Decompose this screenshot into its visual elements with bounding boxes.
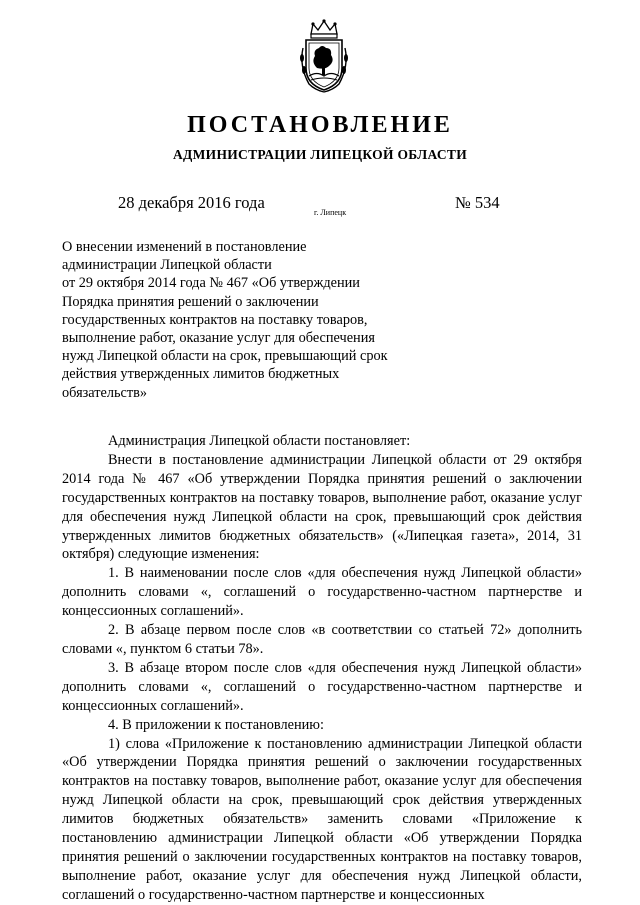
- document-number: № 534: [455, 193, 500, 212]
- subject-line: администрации Липецкой области: [62, 257, 272, 274]
- body-paragraph: 2. В абзаце первом после слов «в соответствии со статьей 72» дополнить словами «, пунктом 6 статьи 78».: [62, 622, 582, 657]
- subject-line: нужд Липецкой области на срок, превышающий срок: [62, 348, 388, 365]
- document-body: [62, 432, 582, 905]
- body-paragraph: 3. В абзаце втором после слов «для обеспечения нужд Липецкой области» дополнить словами «, соглашений о государственно-частном партнерстве и концессионных соглашений».: [62, 659, 582, 714]
- document-city: г. Липецк: [314, 208, 347, 217]
- subject-line: действия утвержденных лимитов бюджетных: [62, 366, 340, 383]
- subject-line: государственных контрактов на поставку товаров,: [62, 311, 368, 328]
- subject-line: О внесении изменений в постановление: [62, 239, 307, 255]
- coat-of-arms-icon: [297, 18, 351, 94]
- body-paragraph: Внести в постановление администрации Липецкой области от 29 октября 2014 года № 467 «Об утверждении Порядка принятия решений о заключении государственных контрактов на поставку товаров, выполнение работ, оказание услуг для обеспечения нужд Липецкой области на срок, превышающий срок действия утвержденных лимитов бюджетных обязательств» («Липецкая газета», 2014, 31 октября) следующие изменения:: [62, 451, 582, 563]
- body-paragraph: 1. В наименовании после слов «для обеспечения нужд Липецкой области» дополнить словами «, соглашений о государственно-частном партнерстве и концессионных соглашений».: [62, 565, 582, 620]
- body-paragraph: 1) слова «Приложение к постановлению администрации Липецкой области «Об утверждении Порядка принятия решений о заключении государственных контрактов на поставку товаров, выполнение работ, оказание услуг для обеспечения нужд Липецкой области на срок, превышающий срок действия утвержденных лимитов бюджетных обязательств» заменить словами «Приложение к постановлению администрации Липецкой области «Об утверждении Порядка принятия решений о заключении государственных контрактов на поставку товаров, выполнение работ, оказание услуг для обеспечения нужд Липецкой области, соглашений о государственно-частном партнерстве и концессионных: [62, 735, 582, 903]
- resolution-intro: Администрация Липецкой области постановляет:: [108, 433, 411, 449]
- body-paragraph: 4. В приложении к постановлению:: [108, 716, 324, 733]
- document-title: ПОСТАНОВЛЕНИЕ: [187, 112, 453, 138]
- subject-line: выполнение работ, оказание услуг для обеспечения: [62, 330, 375, 347]
- subject-line: обязательств»: [62, 384, 148, 401]
- subject-line: от 29 октября 2014 года № 467 «Об утверждении: [62, 275, 360, 292]
- document-date: 28 декабря 2016 года: [118, 193, 265, 212]
- document-subject: [62, 238, 462, 402]
- subject-line: Порядка принятия решений о заключении: [62, 293, 319, 310]
- issuing-authority: АДМИНИСТРАЦИИ ЛИПЕЦКОЙ ОБЛАСТИ: [172, 147, 468, 162]
